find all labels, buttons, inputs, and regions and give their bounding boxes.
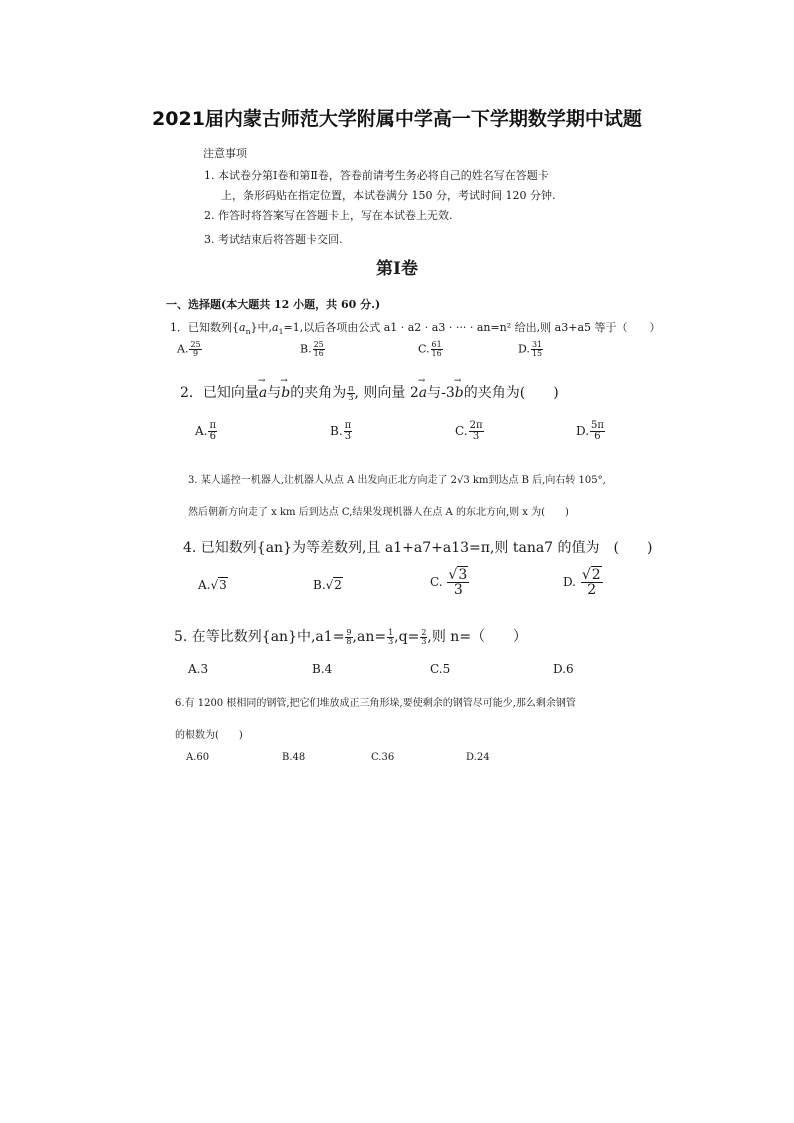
- question-1: 1．已知数列$\{a_n\}$中$,a_1=1$,以后各项由公式 a1 · a2 · a3 · ··· · an=n² 给出,则 a3+a5 等于（ ）: [170, 321, 661, 337]
- q6-option-c[interactable]: C.36: [371, 752, 395, 763]
- q5-option-c[interactable]: C.5: [430, 662, 451, 676]
- q2-option-d[interactable]: D. $\frac{5\pi}{6}$: [576, 420, 604, 442]
- q1-option-c[interactable]: C. $\frac{61}{16}$: [418, 340, 442, 358]
- q2-option-b[interactable]: B. $\frac{\pi}{3}$: [330, 420, 352, 442]
- q6-option-a[interactable]: A.60: [186, 752, 210, 763]
- q4-option-c[interactable]: C. $\frac{√3}{3}$: [430, 567, 468, 598]
- question-3-line-1: 3. 某人遥控一机器人,让机器人从点 A 出发向正北方向走了 2√3 km到达点 B 后,向右转 105°,: [188, 475, 606, 486]
- q1-option-d[interactable]: D. $\frac{31}{15}$: [518, 340, 543, 358]
- q1-option-a[interactable]: A. $\frac{25}{9}$: [177, 340, 201, 358]
- q6-option-b[interactable]: B.48: [282, 752, 306, 763]
- note-item-1-cont: 上，条形码贴在指定位置，本试卷满分 150 分，考试时间 120 分钟.: [221, 189, 556, 202]
- note-item-2: 2. 作答时将答案写在答题卡上，写在本试卷上无效.: [204, 209, 453, 222]
- q1-option-b[interactable]: B. $\frac{25}{16}$: [300, 340, 324, 358]
- question-3-line-2: 然后朝新方向走了 x km 后到达点 C,结果发现机器人在点 A 的东北方向,则 x 为( ): [188, 507, 569, 518]
- exam-title: 2021届内蒙古师范大学附属中学高一下学期数学期中试题: [152, 108, 642, 130]
- note-item-1: 1. 本试卷分第Ⅰ卷和第Ⅱ卷，答卷前请考生务必将自己的姓名写在答题卡: [204, 169, 549, 182]
- notes-heading: 注意事项: [203, 147, 247, 160]
- question-5: 5. 在等比数列{an}中,a1= $\frac{9}{8}$ ,an= $\frac{1}{3}$ ,q= $\frac{2}{3}$ ,则 n=（ ）: [174, 627, 528, 646]
- section-title: 第Ⅰ卷: [376, 259, 418, 279]
- q5-option-d[interactable]: D.6: [553, 662, 574, 676]
- note-item-3: 3. 考试结束后将答题卡交回.: [204, 233, 343, 246]
- question-6-line-2: 的根数为( ): [175, 730, 243, 741]
- q5-option-a[interactable]: A.3: [188, 662, 209, 676]
- question-4: 4. 已知数列{an}为等差数列,且 a1+a7+a13=π,则 tana7 的值为 ( ): [183, 540, 653, 556]
- part-heading: 一、选择题(本大题共 12 小题，共 60 分.): [166, 298, 381, 311]
- q4-option-b[interactable]: B.√2: [313, 578, 342, 592]
- q2-option-a[interactable]: A. $\frac{\pi}{6}$: [195, 420, 217, 442]
- q5-option-b[interactable]: B.4: [312, 662, 333, 676]
- q4-option-a[interactable]: A.√3: [198, 578, 227, 592]
- question-2: 2．已知向量→ a与→ b的夹角为 $\frac{\pi}{3}$ , 则向量 2→ a与-3→ b的夹角为( ): [180, 382, 559, 402]
- q6-option-d[interactable]: D.24: [466, 752, 490, 763]
- q4-option-d[interactable]: D. $\frac{√2}{2}$: [563, 567, 601, 598]
- question-6-line-1: 6.有 1200 根相同的钢管,把它们堆放成正三角形垛,要使剩余的钢管尽可能少,那么剩余钢管: [175, 698, 576, 709]
- q2-option-c[interactable]: C. $\frac{2\pi}{3}$: [455, 420, 483, 442]
